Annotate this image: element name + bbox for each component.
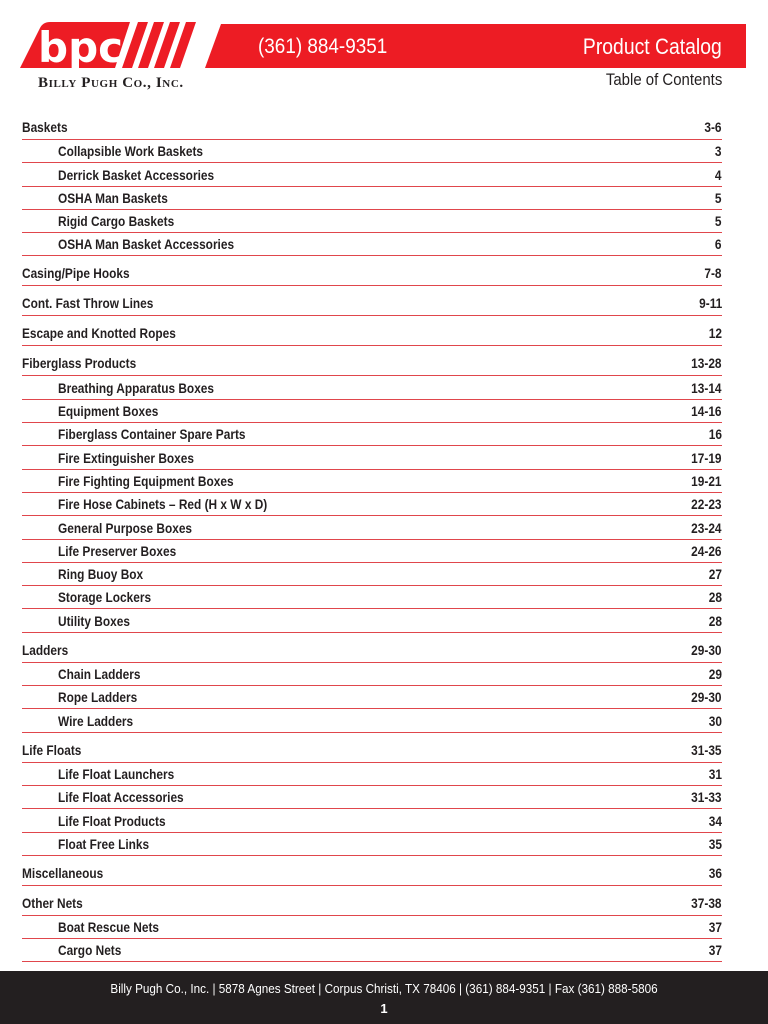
- toc-entry-label: Baskets: [22, 120, 68, 135]
- toc-entry-label: Life Float Accessories: [58, 790, 184, 806]
- company-name: Billy Pugh Co., Inc.: [38, 75, 184, 91]
- toc-entry-page: 29-30: [691, 642, 722, 658]
- toc-entry-label: General Purpose Boxes: [58, 520, 193, 536]
- toc-subitem-row[interactable]: [22, 563, 722, 586]
- toc-subitem-row[interactable]: [22, 187, 722, 210]
- toc-entry-page: 13-28: [691, 356, 722, 372]
- table-of-contents: [22, 116, 722, 962]
- toc-subitem-row[interactable]: [22, 446, 722, 469]
- toc-entry-page: 37: [708, 920, 722, 936]
- toc-entry-page: 31: [708, 766, 722, 782]
- toc-subitem-row[interactable]: [22, 140, 722, 163]
- toc-entry-page: 31-33: [691, 790, 722, 806]
- toc-entry-page: 34: [708, 813, 722, 829]
- toc-entry-page: 27: [708, 567, 722, 583]
- toc-entry-page: 28: [708, 613, 722, 629]
- toc-entry-label: Rope Ladders: [58, 690, 138, 706]
- toc-entry-page: 5: [715, 190, 722, 206]
- toc-entry-label: Life Floats: [22, 742, 82, 758]
- footer-contact-line: Billy Pugh Co., Inc. | 5878 Agnes Street | Corpus Christi, TX 78406 | (361) 884-9351 | Fax (361) 888-5806: [110, 981, 658, 996]
- toc-entry-label: Ladders: [22, 642, 69, 658]
- toc-subitem-row[interactable]: [22, 586, 722, 609]
- toc-entry-page: 37: [708, 943, 722, 959]
- toc-entry-label: Miscellaneous: [22, 865, 104, 881]
- toc-entry-label: Fiberglass Products: [22, 356, 137, 372]
- toc-entry-label: Fire Hose Cabinets – Red (H x W x D): [58, 497, 268, 513]
- toc-entry-label: Storage Lockers: [58, 590, 152, 606]
- toc-entry-page: 17-19: [691, 450, 722, 466]
- toc-entry-page: 9-11: [698, 296, 722, 312]
- toc-entry-label: OSHA Man Basket Accessories: [58, 237, 235, 253]
- toc-entry-label: Fiberglass Container Spare Parts: [58, 427, 246, 443]
- toc-entry-page: 31-35: [691, 742, 722, 758]
- bpc-logo: [20, 22, 215, 72]
- header-phone: (361) 884-9351: [258, 35, 388, 58]
- toc-entry-page: 14-16: [691, 404, 722, 420]
- toc-entry-page: 6: [715, 237, 722, 253]
- toc-subitem-row[interactable]: [22, 233, 722, 256]
- toc-entry-label: Cont. Fast Throw Lines: [22, 296, 154, 312]
- svg-text:bpc: bpc: [38, 23, 124, 72]
- toc-section-row[interactable]: [22, 892, 722, 916]
- toc-subitem-row[interactable]: [22, 423, 722, 446]
- toc-section-row[interactable]: [22, 739, 722, 763]
- toc-entry-label: Other Nets: [22, 895, 83, 911]
- toc-entry-label: Collapsible Work Baskets: [58, 144, 204, 160]
- toc-subitem-row[interactable]: [22, 516, 722, 539]
- toc-subitem-row[interactable]: [22, 210, 722, 233]
- toc-section-row[interactable]: [22, 262, 722, 286]
- toc-entry-label: Ring Buoy Box: [58, 567, 144, 583]
- toc-entry-page: 24-26: [691, 543, 722, 559]
- toc-entry-page: 37-38: [691, 895, 722, 911]
- toc-entry-label: Casing/Pipe Hooks: [22, 266, 130, 282]
- toc-entry-label: Equipment Boxes: [58, 404, 159, 420]
- toc-section-row[interactable]: [22, 292, 722, 316]
- toc-entry-label: Cargo Nets: [58, 943, 122, 959]
- toc-entry-label: Escape and Knotted Ropes: [22, 326, 176, 342]
- toc-section-row[interactable]: [22, 352, 722, 376]
- toc-entry-page: 23-24: [691, 520, 722, 536]
- toc-entry-page: 22-23: [691, 497, 722, 513]
- toc-entry-label: Wire Ladders: [58, 713, 134, 729]
- page-footer: [0, 971, 768, 1024]
- toc-entry-label: Derrick Basket Accessories: [58, 167, 215, 183]
- toc-entry-label: Float Free Links: [58, 836, 150, 852]
- toc-entry-label: Breathing Apparatus Boxes: [58, 380, 215, 396]
- page-number: 1: [380, 1001, 388, 1016]
- page-header: [0, 0, 768, 110]
- toc-subitem-row[interactable]: [22, 686, 722, 709]
- toc-section-row[interactable]: [22, 116, 722, 140]
- toc-subitem-row[interactable]: [22, 470, 722, 493]
- toc-entry-label: Chain Ladders: [58, 667, 141, 683]
- toc-subitem-row[interactable]: [22, 939, 722, 962]
- toc-entry-page: 19-21: [691, 473, 722, 489]
- toc-section-row[interactable]: [22, 322, 722, 346]
- toc-subitem-row[interactable]: [22, 786, 722, 809]
- toc-subitem-row[interactable]: [22, 709, 722, 732]
- toc-subitem-row[interactable]: [22, 400, 722, 423]
- toc-entry-page: 30: [708, 713, 722, 729]
- toc-entry-page: 16: [708, 427, 722, 443]
- toc-subitem-row[interactable]: [22, 916, 722, 939]
- toc-entry-label: Fire Fighting Equipment Boxes: [58, 473, 234, 489]
- toc-subitem-row[interactable]: [22, 833, 722, 856]
- toc-entry-page: 5: [715, 214, 722, 230]
- toc-entry-page: 29-30: [691, 690, 722, 706]
- toc-entry-page: 28: [708, 590, 722, 606]
- toc-entry-label: OSHA Man Baskets: [58, 190, 168, 206]
- toc-entry-label: Utility Boxes: [58, 613, 130, 629]
- toc-entry-label: Rigid Cargo Baskets: [58, 214, 175, 230]
- toc-entry-page: 36: [708, 865, 722, 881]
- toc-entry-page: 4: [715, 167, 722, 183]
- toc-subitem-row[interactable]: [22, 663, 722, 686]
- toc-heading: Table of Contents: [605, 70, 722, 89]
- toc-entry-label: Life Preserver Boxes: [58, 543, 177, 559]
- toc-entry-page: 3: [715, 144, 722, 160]
- toc-entry-label: Life Float Launchers: [58, 766, 175, 782]
- toc-subitem-row[interactable]: [22, 540, 722, 563]
- toc-subitem-row[interactable]: [22, 609, 722, 632]
- toc-subitem-row[interactable]: [22, 376, 722, 399]
- toc-entry-label: Life Float Products: [58, 813, 166, 829]
- toc-section-row[interactable]: [22, 862, 722, 886]
- toc-subitem-row[interactable]: [22, 809, 722, 832]
- toc-entry-label: Fire Extinguisher Boxes: [58, 450, 195, 466]
- toc-entry-page: 3-6: [704, 120, 722, 135]
- toc-entry-page: 12: [708, 326, 722, 342]
- toc-section-row[interactable]: [22, 639, 722, 663]
- catalog-title: Product Catalog: [583, 34, 722, 59]
- toc-entry-page: 13-14: [691, 380, 722, 396]
- toc-entry-page: 35: [708, 836, 722, 852]
- toc-subitem-row[interactable]: [22, 763, 722, 786]
- toc-entry-label: Boat Rescue Nets: [58, 920, 160, 936]
- toc-subitem-row[interactable]: [22, 493, 722, 516]
- toc-subitem-row[interactable]: [22, 163, 722, 186]
- toc-entry-page: 29: [708, 667, 722, 683]
- toc-entry-page: 7-8: [704, 266, 722, 282]
